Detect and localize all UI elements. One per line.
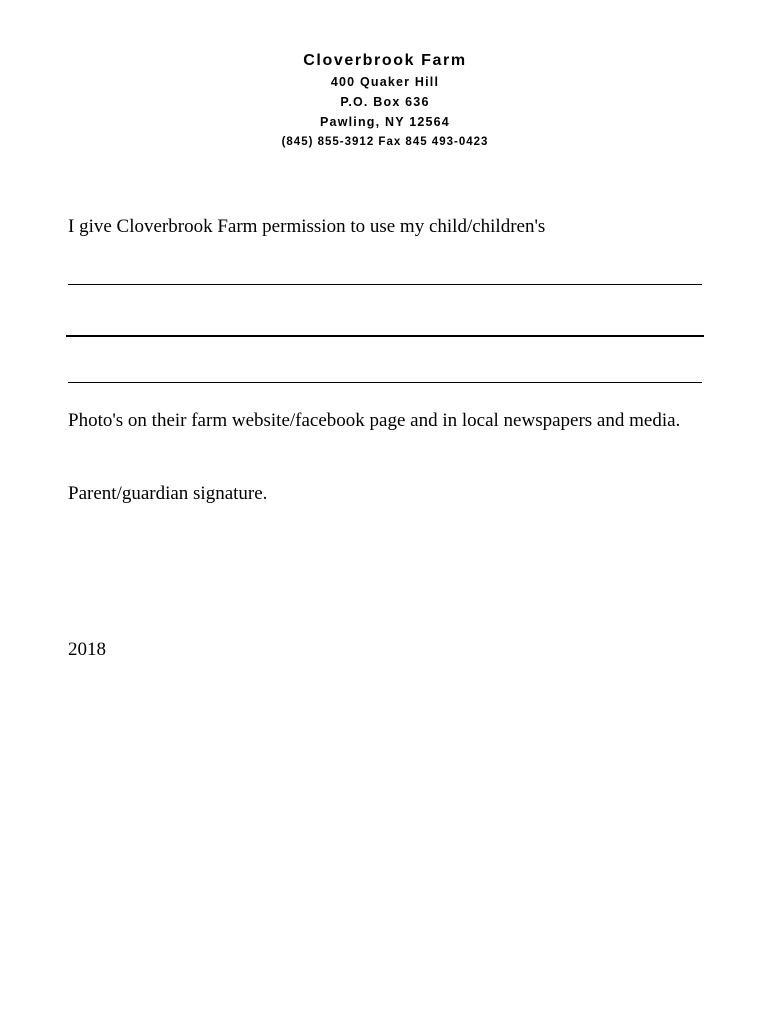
po-box: P.O. Box 636 bbox=[340, 95, 430, 109]
phone-fax: (845) 855-3912 Fax 845 493-0423 bbox=[281, 136, 489, 148]
form-year: 2018 bbox=[68, 639, 106, 660]
child-name-line-1[interactable] bbox=[68, 284, 702, 285]
child-name-line-2[interactable] bbox=[66, 335, 704, 337]
permission-intro: I give Cloverbrook Farm permission to use my child/children's bbox=[68, 216, 546, 237]
consent-statement: Photo's on their farm website/facebook page and in local newspapers and media. bbox=[68, 410, 681, 431]
city-state-zip: Pawling, NY 12564 bbox=[320, 115, 450, 129]
farm-name: Cloverbrook Farm bbox=[303, 52, 467, 69]
child-name-line-3[interactable] bbox=[68, 382, 702, 383]
letterhead bbox=[0, 50, 770, 152]
signature-label: Parent/guardian signature. bbox=[68, 483, 268, 504]
street-address: 400 Quaker Hill bbox=[330, 75, 440, 89]
